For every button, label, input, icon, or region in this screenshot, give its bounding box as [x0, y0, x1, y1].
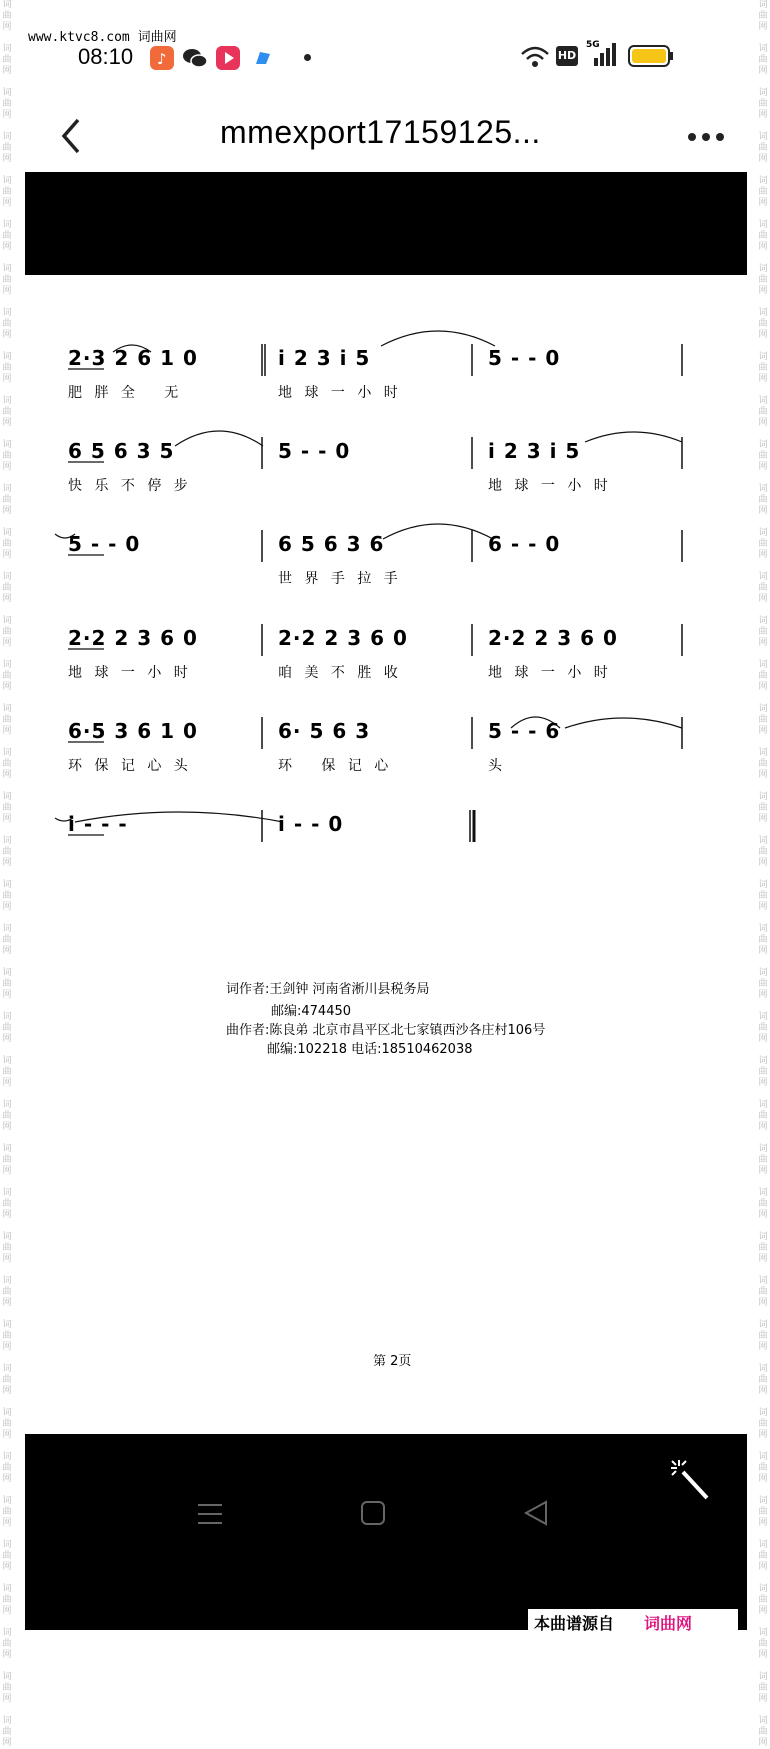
back-triangle-icon	[523, 1500, 549, 1526]
score-marks	[25, 284, 747, 904]
lyric-line: 地 球 一 小 时	[488, 478, 612, 494]
more-options-button[interactable]	[686, 128, 726, 140]
composer-credit: 曲作者:陈良弟 北京市昌平区北七家镇西沙各庄村106号	[226, 1023, 546, 1038]
signal-5g-icon	[586, 40, 620, 68]
notation-measure: 2·2 2 3 6 0	[488, 626, 618, 650]
back-button[interactable]	[58, 116, 88, 156]
wechat-icon	[182, 46, 206, 70]
music-app-icon	[150, 46, 174, 70]
menu-button[interactable]	[197, 1502, 223, 1530]
battery-icon	[628, 44, 674, 72]
lyric-line: 环 保 记 心 头	[68, 758, 192, 774]
back-nav-button[interactable]	[523, 1500, 549, 1530]
notation-measure: 5 - - 6	[488, 719, 561, 743]
lyric-line: 地 球 一 小 时	[488, 665, 612, 681]
lyric-line: 世 界 手 拉 手	[278, 571, 402, 587]
top-black-band	[25, 172, 747, 275]
notation-measure: 5 - - 0	[488, 346, 561, 370]
more-dots-icon	[686, 131, 726, 143]
notation-measure: 6 5 6 3 5	[68, 439, 175, 463]
status-time: 08:10	[78, 44, 134, 69]
notification-dot	[304, 54, 311, 61]
side-watermark-left: 词 曲 网 词 曲 网 词 曲 网 词 曲 网 词 曲 网 词 曲 网 词 曲 网 词 曲 网 词 曲 网 词 曲 网 词 曲 网 词 曲 网 词 曲 网 词 曲 网 词 曲 网 词 曲 网 词 曲 网 词 曲 网 词 曲 网 词 曲 网 词 曲 网 词 曲 网 词 曲 网 词 曲 网 词 曲 网 词 曲 网 词 曲 网 词 曲 网 词 曲 网 词 曲 网 词 曲 网 词 曲 网 词 曲 网 词 曲 网 词 曲 网 词 曲 网 词 曲 网 词 曲 网 词 曲 网 词 曲 网	[2, 0, 12, 1748]
source-name: 词曲网	[644, 1614, 693, 1633]
page-number: 第 2页	[373, 1354, 412, 1369]
notation-measure: i 2 3 i 5	[278, 346, 371, 370]
tie-arc	[381, 331, 495, 346]
hd-label: HD	[557, 49, 577, 62]
menu-icon	[197, 1502, 223, 1526]
magic-wand-button[interactable]	[669, 1458, 713, 1502]
bottom-nav-bar	[25, 1434, 747, 1630]
home-button[interactable]	[360, 1500, 386, 1530]
tie-arc	[565, 718, 682, 728]
site-url: www.ktvc8.com	[28, 30, 130, 45]
page-title: mmexport17159125...	[220, 114, 541, 150]
title-bar	[24, 92, 746, 172]
lyric-line: 肥 胖 全 无	[68, 385, 183, 401]
lyric-line: 地 球 一 小 时	[68, 665, 192, 681]
tie-arc	[383, 524, 493, 539]
notation-measure: 6·5 3 6 1 0	[68, 719, 198, 743]
tie-arc	[585, 432, 682, 442]
status-bar	[0, 36, 770, 76]
lyric-line: 地 球 一 小 时	[278, 385, 402, 401]
lyric-line: 头	[488, 758, 506, 774]
lyric-line: 环 保 记 心	[278, 758, 393, 774]
notation-measure: 2·2 2 3 6 0	[278, 626, 408, 650]
notation-measure: 6 5 6 3 6	[278, 532, 385, 556]
notation-measure: 5 - - 0	[68, 532, 141, 556]
side-watermark-right: 词 曲 网 词 曲 网 词 曲 网 词 曲 网 词 曲 网 词 曲 网 词 曲 网 词 曲 网 词 曲 网 词 曲 网 词 曲 网 词 曲 网 词 曲 网 词 曲 网 词 曲 网 词 曲 网 词 曲 网 词 曲 网 词 曲 网 词 曲 网 词 曲 网 词 曲 网 词 曲 网 词 曲 网 词 曲 网 词 曲 网 词 曲 网 词 曲 网 词 曲 网 词 曲 网 词 曲 网 词 曲 网 词 曲 网 词 曲 网 词 曲 网 词 曲 网 词 曲 网 词 曲 网 词 曲 网 词 曲 网	[758, 0, 768, 1748]
video-app-icon	[216, 46, 240, 70]
source-watermark	[528, 1609, 738, 1633]
chevron-left-icon	[58, 116, 88, 156]
magic-wand-icon	[669, 1458, 713, 1502]
composer-contact: 邮编:102218 电话:18510462038	[267, 1042, 473, 1057]
lyricist-postcode: 邮编:474450	[271, 1004, 352, 1019]
source-prefix: 本曲谱源自	[534, 1614, 615, 1633]
notation-measure: 6· 5 6 3	[278, 719, 371, 743]
notation-measure: i - - -	[68, 812, 128, 836]
notation-measure: 2·2 2 3 6 0	[68, 626, 198, 650]
lyric-line: 快 乐 不 停 步	[68, 478, 192, 494]
svg-text:♪: ♪	[157, 50, 167, 68]
hd-icon	[556, 46, 578, 66]
home-icon	[360, 1500, 386, 1526]
network-label: 5G	[586, 40, 600, 50]
music-sheet	[25, 284, 747, 1432]
notation-measure: 5 - - 0	[278, 439, 351, 463]
site-name: 词曲网	[137, 30, 177, 45]
notation-measure: i - - 0	[278, 812, 344, 836]
notation-measure: 2·3 2 6 1 0	[68, 346, 198, 370]
browser-app-icon	[250, 46, 274, 70]
notation-measure: i 2 3 i 5	[488, 439, 581, 463]
wifi-icon	[520, 44, 550, 74]
notation-measure: 6 - - 0	[488, 532, 561, 556]
lyric-line: 咱 美 不 胜 收	[278, 665, 402, 681]
tie-arc	[175, 431, 263, 446]
lyricist-credit: 词作者:王剑钟 河南省淅川县税务局	[226, 982, 430, 997]
